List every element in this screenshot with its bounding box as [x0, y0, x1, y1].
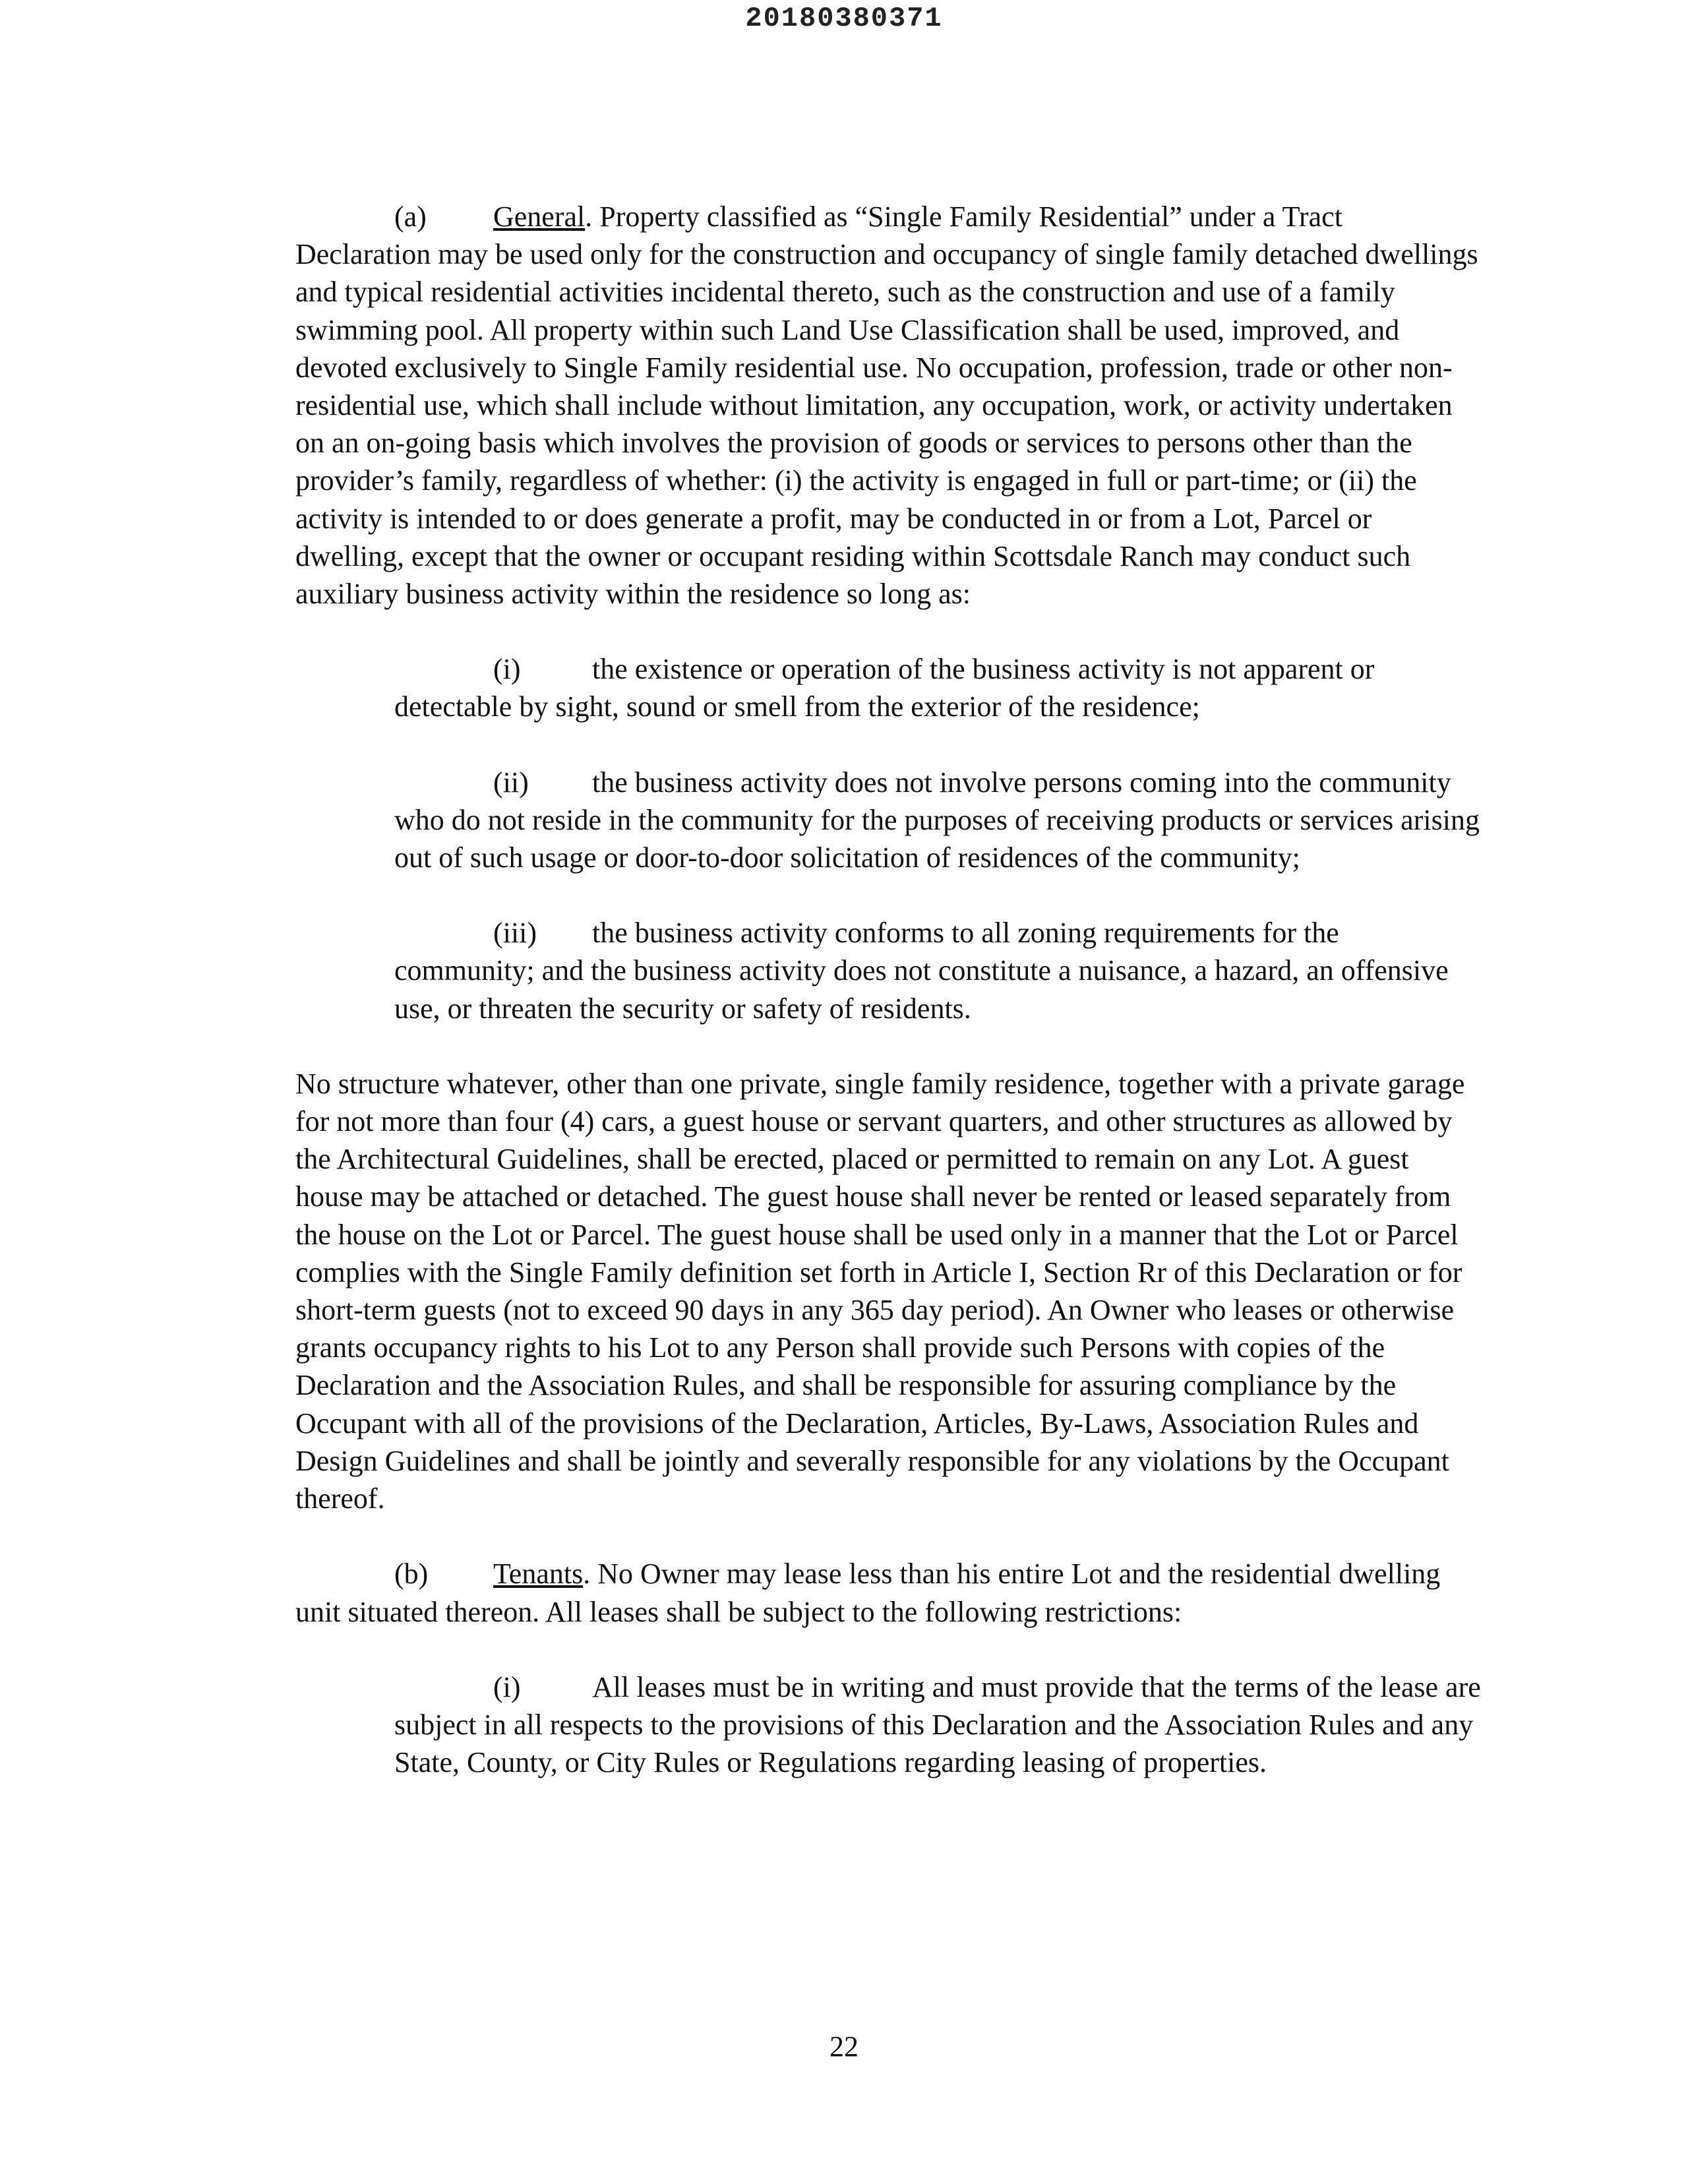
- paragraph-a-item-iii: [394, 914, 1482, 1027]
- page-body: [295, 198, 1482, 1819]
- paragraph-a-item-iii-label: (iii): [493, 917, 537, 950]
- paragraph-a-item-iii-text: the business activity conforms to all zoning requirements for the community; and the business activity does not constitute a nuisance, a hazard, an offensive use, or threaten the security or safety of residents.: [394, 917, 1449, 1025]
- paragraph-a-item-i-label: (i): [493, 653, 521, 686]
- paragraph-b-item-i-label: (i): [493, 1670, 521, 1703]
- page-number: 22: [829, 2030, 859, 2063]
- paragraph-a-item-ii: [394, 764, 1482, 877]
- paragraph-a-item-ii-label: (ii): [493, 766, 529, 799]
- paragraph-b-heading: Tenants: [493, 1558, 584, 1591]
- paragraph-a-item-ii-text: the business activity does not involve persons coming into the community who do not reside in the community for the purposes of receiving products or services arising out of such usage or door-to-door solicitation of residences of the community;: [394, 766, 1480, 874]
- paragraph-a-text: . Property classified as “Single Family Residential” under a Tract Declaration may be used only for the construction and occupancy of single family detached dwellings and typical residential activities incidental thereto, such as the construction and use of a family swimming pool. All property within such Land Use Classification shall be used, improved, and devoted exclusively to Single Family residential use. No occupation, profession, trade or other non-residential use, which shall include without limitation, any occupation, work, or activity undertaken on an on-going basis which involves the provision of goods or services to persons other than the provider’s family, regardless of whether: (i) the activity is engaged in full or part-time; or (ii) the activity is intended to or does generate a profit, may be conducted in or from a Lot, Parcel or dwelling, except that the owner or occupant residing within Scottsdale Ranch may conduct such auxiliary business activity within the residence so long as:: [295, 200, 1478, 611]
- paragraph-b-text: . No Owner may lease less than his entire Lot and the residential dwelling unit situated thereon. All leases shall be subject to the following restrictions:: [295, 1558, 1441, 1628]
- paragraph-b-item-i: [394, 1668, 1482, 1782]
- paragraph-a-general: [295, 198, 1482, 613]
- paragraph-a-item-i-text: the existence or operation of the business activity is not apparent or detectable by sight, sound or smell from the exterior of the residence;: [394, 653, 1375, 723]
- paragraph-b-item-i-text: All leases must be in writing and must provide that the terms of the lease are subject in all respects to the provisions of this Declaration and the Association Rules and any State, County, or City Rules or Regulations regarding leasing of properties.: [394, 1670, 1481, 1779]
- paragraph-a-item-i: [394, 650, 1482, 725]
- paragraph-a-label: (a): [394, 200, 427, 233]
- document-number: 20180380371: [745, 3, 943, 34]
- paragraph-structure: No structure whatever, other than one private, single family residence, together with a private garage for not more than four (4) cars, a guest house or servant quarters, and other structures as allowed by the Architectural Guidelines, shall be erected, placed or permitted to remain on any Lot. A guest house may be attached or detached. The guest house shall never be rented or leased separately from the house on the Lot or Parcel. The guest house shall be used only in a manner that the Lot or Parcel complies with the Single Family definition set forth in Article I, Section Rr of this Declaration or for short-term guests (not to exceed 90 days in any 365 day period). An Owner who leases or otherwise grants occupancy rights to his Lot to any Person shall provide such Persons with copies of the Declaration and the Association Rules, and shall be responsible for assuring compliance by the Occupant with all of the provisions of the Declaration, Articles, By-Laws, Association Rules and Design Guidelines and shall be jointly and severally responsible for any violations by the Occupant thereof.: [295, 1067, 1465, 1515]
- paragraph-b-label: (b): [394, 1558, 429, 1591]
- paragraph-a-heading: General: [493, 200, 586, 233]
- paragraph-b-tenants: [295, 1555, 1482, 1630]
